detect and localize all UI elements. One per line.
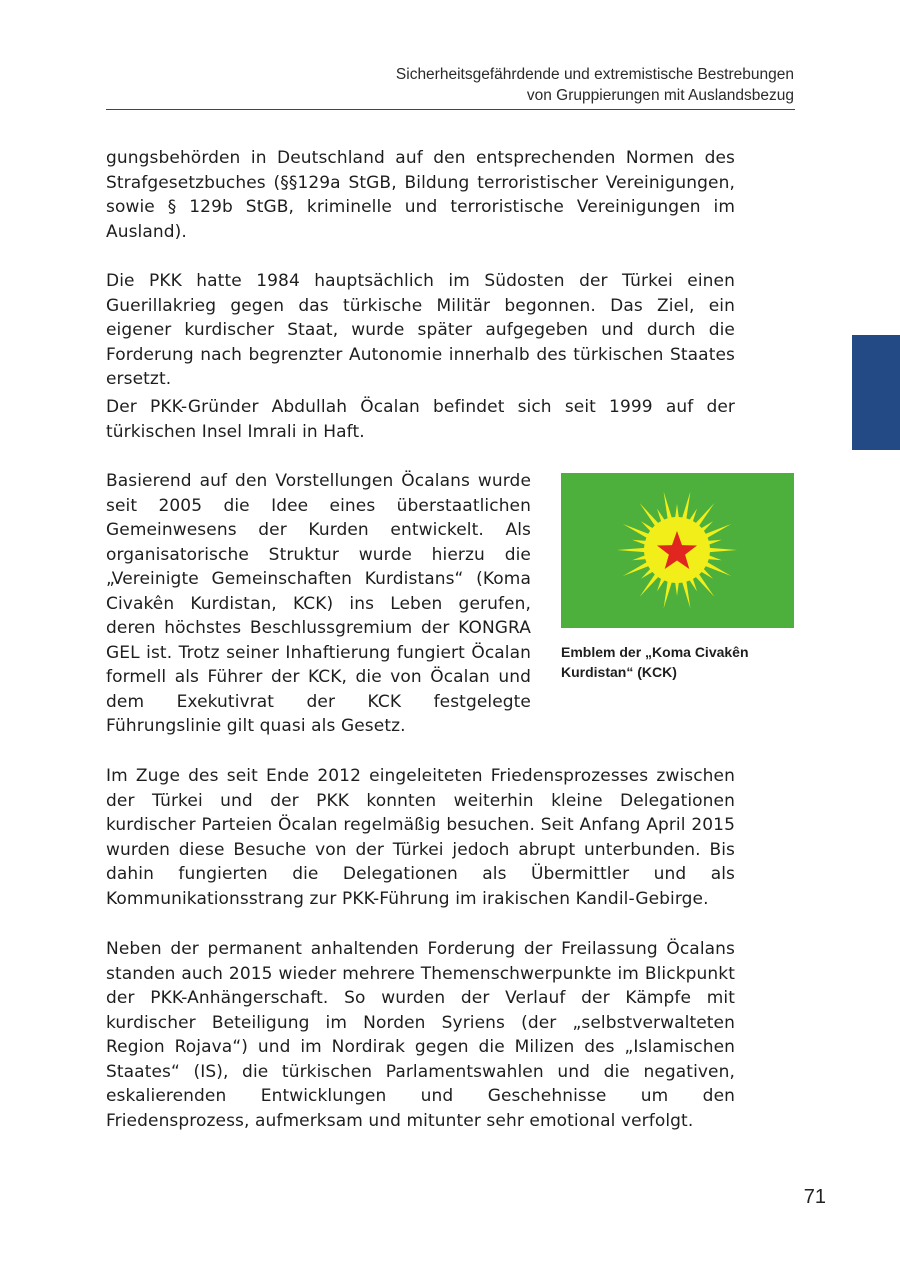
page-number: 71 <box>803 1186 826 1208</box>
figure-caption: Emblem der „Koma Civakên Kurdistan“ (KCK) <box>561 644 749 680</box>
paragraph-5: Im Zuge des seit Ende 2012 eingeleiteten Friedensprozesses zwischen der Türkei und der PKK konnten weiterhin kleine Delegationen kurdischer Parteien Öcalan regelmäßig besuchen. Seit Anfang April 2015 wurden diese Besuche von der Türkei jedoch abrupt unterbunden. Bis dahin fungierten die Delegationen als Übermittler und als Kommunikationsstrang zur PKK-Führung im irakischen Kandil-Gebirge. <box>106 766 735 909</box>
running-header-line-1: Sicherheitsgefährdende und extremistische Bestrebungen <box>395 66 794 83</box>
kck-emblem-image <box>561 473 794 628</box>
header-rule <box>106 109 795 110</box>
running-header-line-2: von Gruppierungen mit Auslandsbezug <box>526 87 794 104</box>
paragraph-1: gungsbehörden in Deutschland auf den entsprechenden Normen des Strafgesetzbuches (§§129a StGB, Bildung terroristischer Vereinigungen, sowie § 129b StGB, kriminelle und terroristische Vereinigungen im Ausland). <box>106 148 735 242</box>
paragraph-3: Der PKK-Gründer Abdullah Öcalan befindet sich seit 1999 auf der türkischen Insel Imrali in Haft. <box>106 397 735 442</box>
paragraph-6: Neben der permanent anhaltenden Forderung der Freilassung Öcalans standen auch 2015 wieder mehrere Themenschwerpunkte im Blickpunkt der PKK-Anhängerschaft. So wurden der Verlauf der Kämpfe mit kurdischer Beteiligung im Norden Syriens (der „selbstverwalteten Region Rojava“) und im Nordirak gegen die Milizen des „Islamischen Staates“ (IS), die türkischen Parlamentswahlen und die negativen, eskalierenden Entwicklungen und Geschehnisse um den Friedensprozess, aufmerksam und mitunter sehr emotional verfolgt. <box>106 939 735 1131</box>
running-header <box>194 64 794 106</box>
chapter-side-tab <box>852 335 900 450</box>
paragraph-2: Die PKK hatte 1984 hauptsächlich im Südosten der Türkei einen Guerillakrieg gegen das türkische Militär begonnen. Das Ziel, ein eigener kurdischer Staat, wurde später aufgegeben und durch die Forderung nach begrenzter Autonomie innerhalb des türkischen Staates ersetzt. <box>106 271 735 389</box>
paragraph-4: Basierend auf den Vorstellungen Öcalans wurde seit 2005 die Idee eines überstaatlichen Gemeinwesens der Kurden entwickelt. Als organisatorische Struktur wurde hierzu die „Vereinigte Gemeinschaften Kurdistans“ (Koma Civakên Kurdistan, KCK) ins Leben gerufen, deren höchstes Beschlussgremium der KONGRA GEL ist. Trotz seiner Inhaftierung fungiert Öcalan formell als Führer der KCK, die von Öcalan und dem Exekutivrat der KCK festgelegte Führungslinie gilt quasi als Gesetz. <box>106 471 531 736</box>
